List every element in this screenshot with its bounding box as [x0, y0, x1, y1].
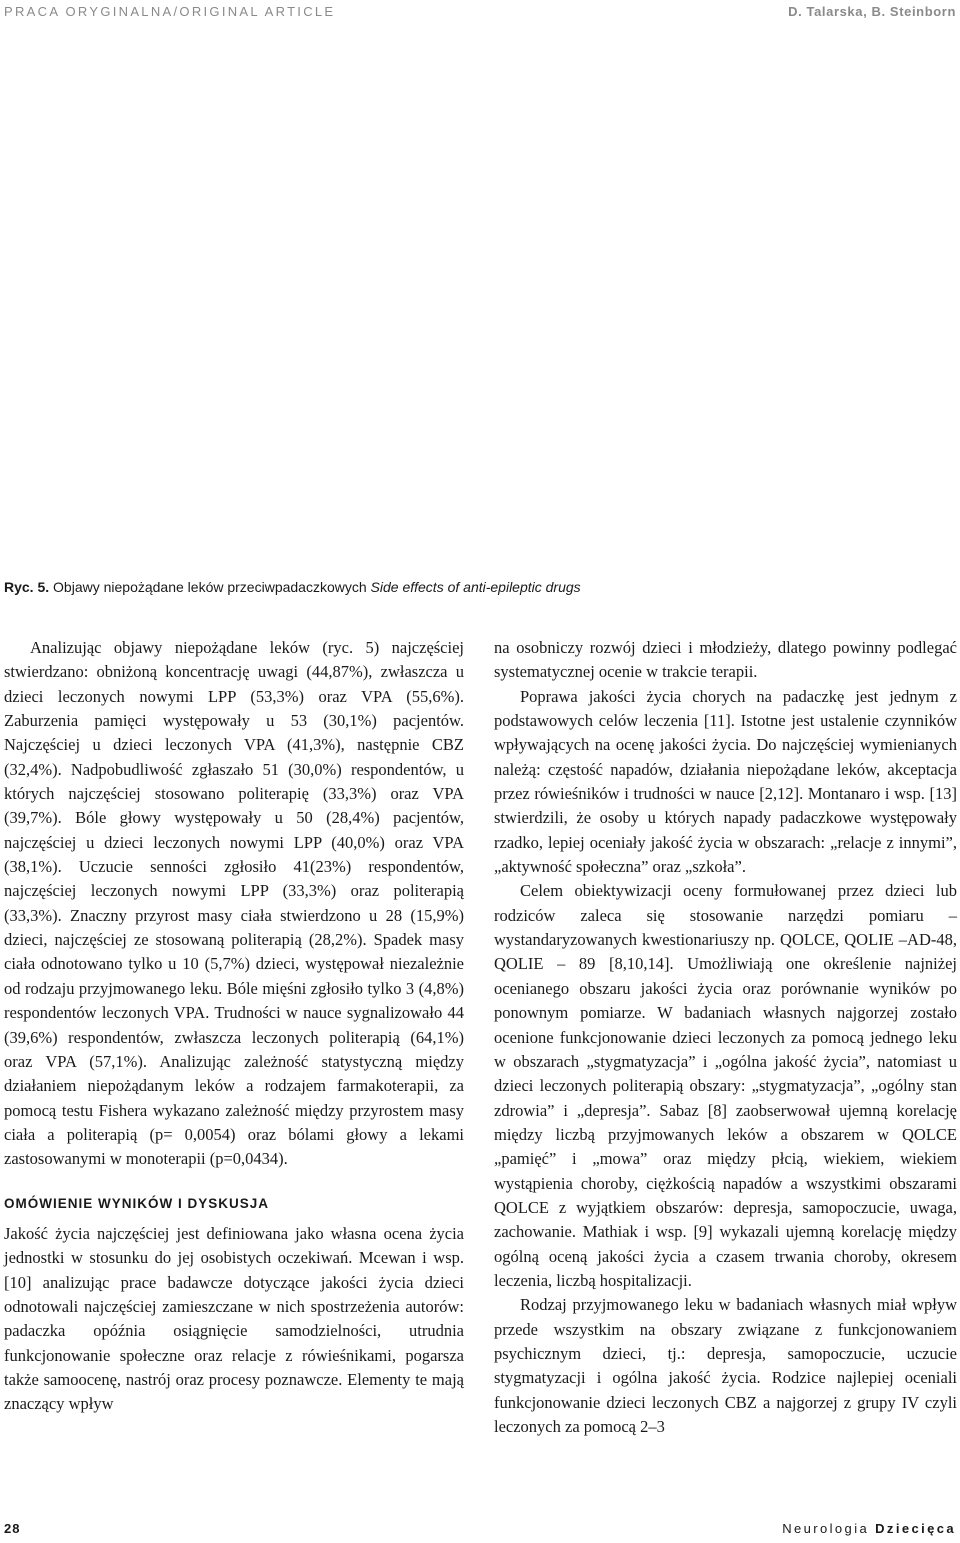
right-column [494, 636, 957, 1439]
discussion-paragraph-2: Poprawa jakości życia chorych na padaczkę jest jednym z podstawowych celów leczenia [11]. Istotne jest ustalenie czynników wpływających na ocenę jakości życia. Do najczęściej wymienianych należą: częstość napadów, działania niepożądane leków, akceptacja przez rówieśników i trudności w nauce [2,12]. Montanaro i wsp. [13] stwierdzili, że osoby u których napady padaczkowe występowały rzadko, lepiej oceniały jakość życia w obszarach: „relacje z innymi”, „aktywność społeczna” oraz „szkoła”. [494, 686, 957, 877]
section-heading: OMÓWIENIE WYNIKÓW I DYSKUSJA [4, 1195, 270, 1211]
results-paragraph: Analizując objawy niepożądane leków (ryc. 5) najczęściej stwierdzano: obniżoną koncentrację uwagi (44,87%), zwłaszcza u dzieci leczonych nowymi LPP (53,3%) oraz VPA (55,6%). Zaburzenia pamięci występowały u 53 (30,1%) pacjentów. Najczęściej u dzieci leczonych VPA (41,3%), następnie CBZ (32,4%). Nadpobudliwość zgłaszało 51 (30,0%) respondentów, u których najczęściej stosowano politerapię (33,3%) oraz VPA (39,7%). Bóle głowy występowały u 50 (28,4%) pacjentów, najczęściej u dzieci leczonych nowymi LPP (40,0%) oraz VPA (38,1%). Uczucie senności zgłosiło 41(23%) respondentów, najczęściej leczonych nowymi LPP (33,3%) oraz politerapią (33,3%). Znaczny przyrost masy ciała stwierdzono u 28 (15,9%) dzieci, najczęściej ze stosowaną politerapią (28,2%). Spadek masy ciała odnotowano tylko u 10 (5,7%) dzieci, występował niezależnie od rodzaju przyjmowanego leku. Bóle mięśni zgłosiło tylko 3 (4,8%) respondentów leczonych VPA. Trudności w nauce sygnalizowało 44 (39,6%) respondentów, zwłaszcza leczonych politerapią (64,1%) oraz VPA (57,1%). Analizując zależność statystyczną między działaniem niepożądanym leków a rodzajem farmakoterapii, za pomocą testu Fishera wykazano zależność między przyrostem masy ciała a politerapią (p= 0,0054) oraz bólami głowy a lekami zastosowanymi w monoterapii (p=0,0434). [4, 638, 464, 1169]
discussion-paragraph-cont: na osobniczy rozwój dzieci i młodzieży, dlatego powinny podlegać systematycznej ocenie w trakcie terapii. [494, 638, 957, 682]
discussion-paragraph: Jakość życia najczęściej jest definiowana jako własna ocena życia jednostki w stosunku do jej osobistych oczekiwań. Mcewan i wsp. [10] analizując prace badawcze dotyczące jakości życia dzieci odnotowali najczęściej zamieszczane w nich spostrzeżenia autorów: padaczka opóźnia osiągnięcie samodzielności, utrudnia funkcjonowanie społeczne oraz relacje z rówieśnikami, pogarsza także samoocenę, nastrój oraz procesy poznawcze. Elementy te mają znaczący wpływ [4, 1223, 464, 1414]
discussion-paragraph-4: Rodzaj przyjmowanego leku w badaniach własnych miał wpływ przede wszystkim na obszary związane z funkcjonowaniem psychicznym dzieci, tj.: depresja, samopoczucie, uczucie stygmatyzacji i ogólna jakość życia. Rodzice najlepiej oceniali funkcjonowanie dzieci leczonych CBZ a najgorzej z grupy IV czyli leczonych za pomocą 2–3 [494, 1295, 957, 1436]
figure-label: Ryc. 5. [4, 579, 50, 595]
discussion-paragraph-3: Celem obiektywizacji oceny formułowanej przez dzieci lub rodziców zaleca się stosowanie narzędzi pomiaru – wystandaryzowanych kwestionariuszy np. QOLCE, QOLIE –AD-48, QOLIE – 89 [8,10,14]. Umożliwiają one określenie najniżej ocenianego obszaru jakości życia oraz porównanie wyników po ponownym pomiarze. W badaniach własnych najgorzej zostało ocenione funkcjonowanie dzieci leczonych za pomocą jednego leku w obszarach „stygmatyzacja” i „ogólna jakość życia”, natomiast u dzieci leczonych politerapią obszary: „stygmatyzacja”, „ogólny stan zdrowia” i „depresja”. Sabaz [8] zaobserwował ujemną korelację między liczbą przyjmowanych leków a obszarem w QOLCE „pamięć” i „mowa” oraz między płcią, wiekiem, wiekiem wystąpienia choroby, ciężkością napadów a wszystkimi obszarami QOLCE z wyjątkiem obszarów: depresja, samopoczucie, uwaga, zachowanie. Mathiak i wsp. [9] wykazali ujemną korelację między ogólną oceną jakości życia a czasem trwania choroby, okresem leczenia, liczbą hospitalizacji. [494, 881, 957, 1290]
page-number: 28 [4, 1521, 21, 1536]
journal-name [782, 1521, 956, 1536]
running-header-section: PRACA ORYGINALNA/ORIGINAL ARTICLE [4, 4, 336, 19]
figure-blank-area [0, 30, 960, 570]
figure-caption-pl: Objawy niepożądane leków przeciwpadaczkowych [53, 579, 367, 595]
figure-caption-en: Side effects of anti-epileptic drugs [370, 579, 581, 595]
left-column [4, 636, 464, 1417]
journal-name-plain: Neurologia [782, 1521, 876, 1536]
journal-name-bold: Dziecięca [875, 1521, 956, 1536]
figure-caption [4, 579, 581, 595]
running-header-authors: D. Talarska, B. Steinborn [788, 4, 956, 19]
